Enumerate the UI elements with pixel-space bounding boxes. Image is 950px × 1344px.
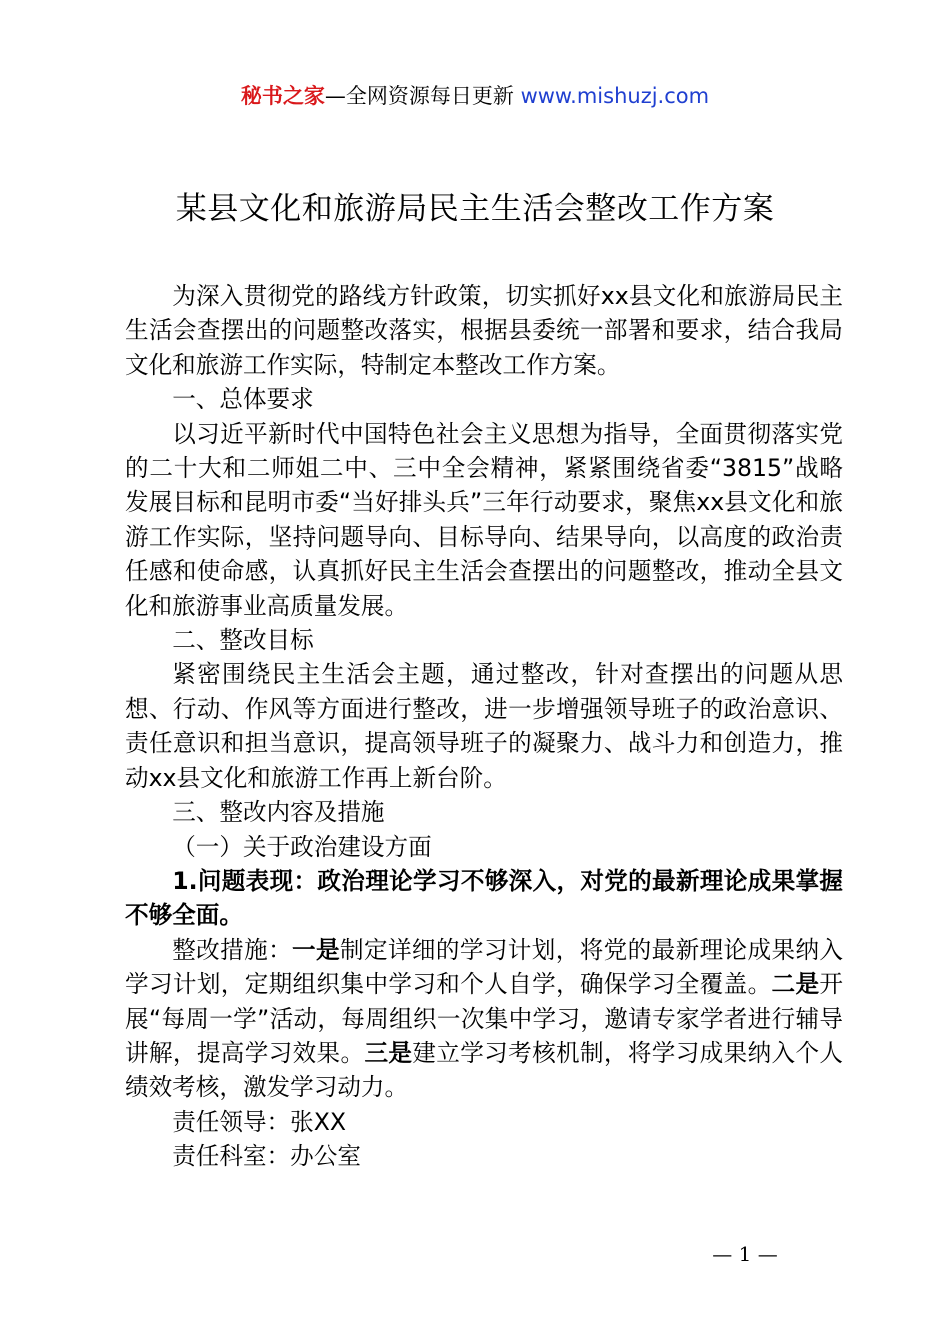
page-number: — 1 — [712,1242,778,1266]
measure-text-1: 制定详细的学习计划，将党的最新理论成果纳入学习计划，定期组织集中学习和个人自学，确保学习全覆盖。 [125,935,844,999]
responsible-leader: 责任领导：张XX [172,1107,347,1136]
section-paragraph-1: 以习近平新时代中国特色社会主义思想为指导，全面贯彻落实党的二十大和二师姐二中、三中全会精神，紧紧围绕省委“3815”战略发展目标和昆明市委“当好排头兵”三年行动要求，聚焦xx县文化和旅游工作实际，坚持问题导向、目标导向、结果导向，以高度的政治责任感和使命感，认真抓好民主生活会查摆出的问题整改，推动全县文化和旅游事业高质量发展。 [125,419,843,620]
problem-statement-1: 1.问题表现：政治理论学习不够深入，对党的最新理论成果掌握不够全面。 [125,866,843,930]
measures-paragraph [125,933,843,1105]
site-brand: 秘书之家 [240,84,325,108]
section-heading-1: 一、总体要求 [172,385,314,414]
measure-key-3: 三是 [364,1038,413,1067]
site-slogan: —全网资源每日更新 [324,84,521,108]
measure-text-2: 开展“每周一学”活动，每周组织一次集中学习，邀请专家学者进行辅导讲解，提高学习效果。 [125,970,843,1067]
section-paragraph-2: 紧密围绕民主生活会主题，通过整改，针对查摆出的问题从思想、行动、作风等方面进行整改，进一步增强领导班子的政治意识、责任意识和担当意识，提高领导班子的凝聚力、战斗力和创造力，推动xx县文化和旅游工作再上新台阶。 [125,660,843,792]
section-heading-2: 二、整改目标 [172,626,314,655]
site-header [0,80,950,112]
document-title: 某县文化和旅游局民主生活会整改工作方案 [175,191,775,227]
subsection-heading-1: （一）关于政治建设方面 [172,832,432,861]
intro-paragraph: 为深入贯彻党的路线方针政策，切实抓好xx县文化和旅游局民主生活会查摆出的问题整改落实，根据县委统一部署和要求，结合我局文化和旅游工作实际，特制定本整改工作方案。 [125,282,843,379]
responsible-office: 责任科室：办公室 [172,1142,361,1171]
measures-prefix: 整改措施： [172,935,293,964]
measure-key-2: 二是 [771,970,820,999]
site-url[interactable]: www.mishuzj.com [520,84,710,108]
document-body [125,279,843,1174]
measure-key-1: 一是 [292,935,340,964]
measure-text-3: 建立学习考核机制，将学习成果纳入个人绩效考核，激发学习动力。 [125,1038,844,1102]
section-heading-3: 三、整改内容及措施 [172,798,385,827]
